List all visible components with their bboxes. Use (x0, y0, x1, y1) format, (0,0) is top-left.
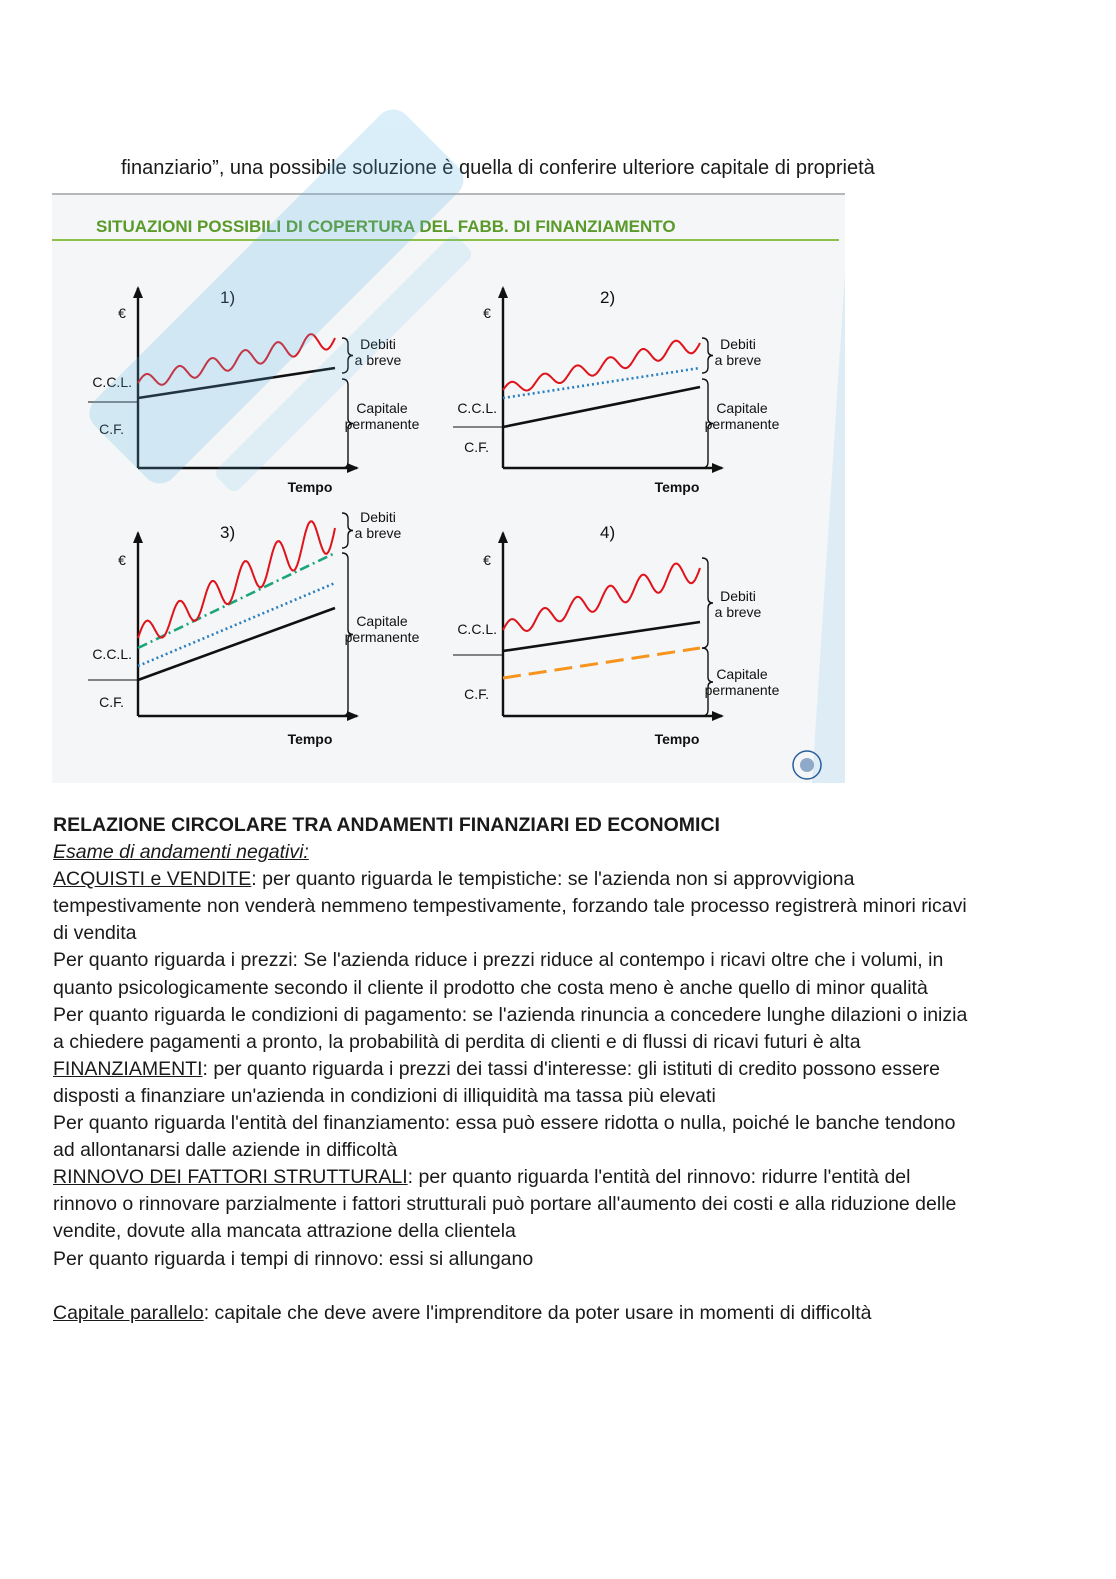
tempo-label: Tempo (287, 479, 333, 495)
debiti-label: Debiti (720, 588, 756, 604)
cf-label: C.F. (99, 421, 124, 437)
capitale-label: Capitale (716, 400, 768, 416)
panel-number: 3) (220, 523, 236, 542)
permanente-label: permanente (704, 416, 780, 432)
debiti-label: Debiti (720, 336, 756, 352)
section-heading: RELAZIONE CIRCOLARE TRA ANDAMENTI FINANZIARI ED ECONOMICI (53, 814, 720, 836)
capitale-label: Capitale (356, 613, 408, 629)
panel-number: 2) (600, 288, 616, 307)
paragraph-rinnovo: RINNOVO DEI FATTORI STRUTTURALI: per quanto riguarda l'entità del rinnovo: ridurre l'entità del rinnovo o rinnovare parzialmente i fattori strutturali può portare all'aumento dei costi e alla riduzione delle vendite, dovute alla mancata attrazione della clientela (53, 1166, 957, 1243)
ccl-label: C.C.L. (457, 400, 497, 416)
paragraph-acquisti-vendite: ACQUISTI e VENDITE: per quanto riguarda le tempistiche: se l'azienda non si approvvigiona tempestivamente non venderà nemmeno tempestivamente, forzando tale processo registrerà minori ricavi di vendita (53, 868, 967, 945)
figure-canvas (52, 193, 845, 783)
ccl-label: C.C.L. (92, 646, 132, 662)
cf-label: C.F. (464, 439, 489, 455)
paragraph-pagamento: Per quanto riguarda le condizioni di pagamento: se l'azienda rinuncia a concedere lunghe dilazioni o inizia a chiedere pagamenti a pronto, la probabilità di perdita di clienti e di flussi di ricavi futuri è alta (53, 1003, 968, 1053)
panel-number: 1) (220, 288, 236, 307)
a-breve-label: a breve (354, 525, 402, 541)
label-finanziamenti: FINANZIAMENTI (53, 1057, 203, 1080)
capitale-label: Capitale (716, 666, 768, 682)
euro-axis-label: € (118, 552, 126, 568)
figure-title: SITUAZIONI POSSIBILI DI COPERTURA DEL FABB. DI FINANZIAMENTO (96, 217, 676, 236)
label-rinnovo: RINNOVO DEI FATTORI STRUTTURALI (53, 1166, 408, 1189)
ccl-label: C.C.L. (92, 374, 132, 390)
document-body (53, 812, 973, 1327)
panel-number: 4) (600, 523, 616, 542)
capitale-label: Capitale (356, 400, 408, 416)
section-subheading: Esame di andamenti negativi: (53, 841, 309, 864)
permanente-label: permanente (344, 416, 420, 432)
a-breve-label: a breve (354, 352, 402, 368)
permanente-label: permanente (344, 629, 420, 645)
label-capitale-parallelo: Capitale parallelo (53, 1301, 204, 1324)
permanente-label: permanente (704, 682, 780, 698)
tempo-label: Tempo (654, 731, 700, 747)
euro-axis-label: € (118, 305, 126, 321)
paragraph-finanziamenti: FINANZIAMENTI: per quanto riguarda i prezzi dei tassi d'interesse: gli istituti di credito possono essere disposti a finanziare un'azienda in condizioni di illiquidità ma tassa più elevati (53, 1057, 941, 1107)
tempo-label: Tempo (654, 479, 700, 495)
a-breve-label: a breve (714, 352, 762, 368)
tempo-label: Tempo (287, 731, 333, 747)
cf-label: C.F. (464, 686, 489, 702)
euro-axis-label: € (483, 552, 491, 568)
paragraph-capitale-parallelo: Capitale parallelo: capitale che deve avere l'imprenditore da poter usare in momenti di difficoltà (53, 1301, 872, 1324)
ccl-label: C.C.L. (457, 621, 497, 637)
cf-label: C.F. (99, 694, 124, 710)
intro-text: finanziario”, una possibile soluzione è quella di conferire ulteriore capitale di proprietà (121, 157, 875, 179)
paragraph-prezzi: Per quanto riguarda i prezzi: Se l'azienda riduce i prezzi riduce al contempo i ricavi oltre che i volumi, in quanto psicologicamente secondo il cliente il prodotto che costa meno è anche quello di minor qualità (53, 949, 944, 999)
euro-axis-label: € (483, 305, 491, 321)
debiti-label: Debiti (360, 336, 396, 352)
paragraph-tempi-rinnovo: Per quanto riguarda i tempi di rinnovo: essi si allungano (53, 1247, 534, 1270)
a-breve-label: a breve (714, 604, 762, 620)
paragraph-entita-finanziamento: Per quanto riguarda l'entità del finanziamento: essa può essere ridotta o nulla, poiché le banche tendono ad allontanarsi dalle aziende in difficoltà (53, 1112, 956, 1162)
debiti-label: Debiti (360, 509, 396, 525)
label-acquisti-vendite: ACQUISTI e VENDITE (53, 868, 252, 891)
financing-coverage-figure (52, 193, 845, 783)
